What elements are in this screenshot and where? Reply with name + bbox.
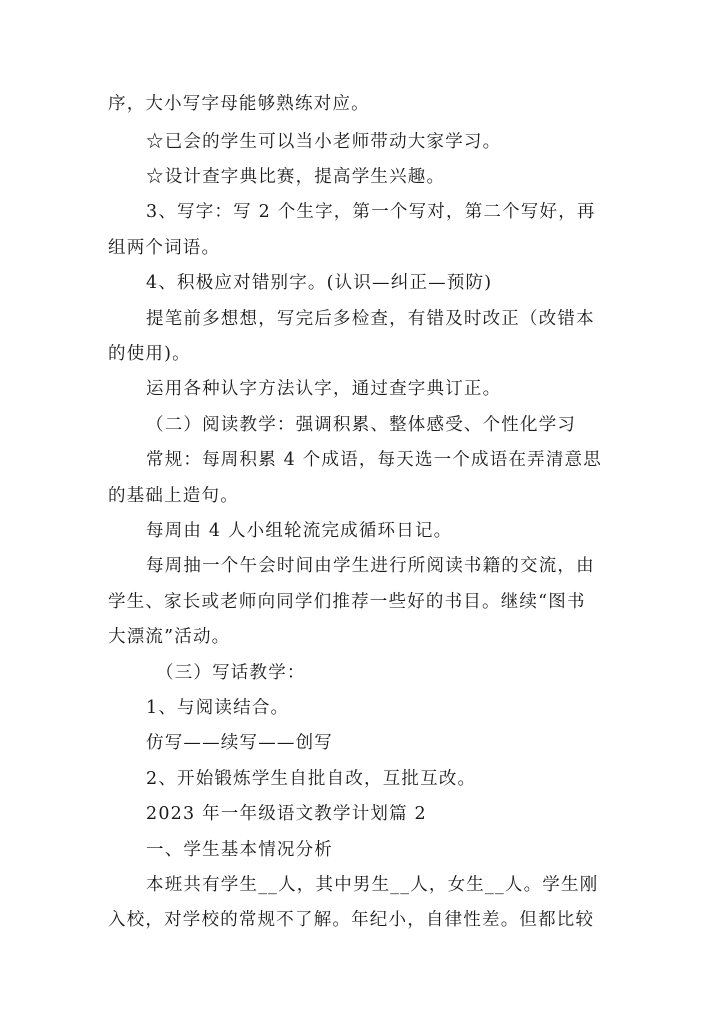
- text-line-15: 学生、家长或老师向同学们推荐一些好的书目。继续“图书: [108, 592, 586, 612]
- text-line-14: 每周抽一个午会时间由学生进行所阅读书籍的交流，由: [146, 556, 595, 576]
- text-line-9: 运用各种认字方法认字，通过查字典订正。: [146, 379, 502, 399]
- text-line-17: （三）写话教学：: [156, 663, 306, 683]
- text-line-18: 1、与阅读结合。: [146, 698, 290, 718]
- text-line-11: 常规：每周积累 4 个成语，每天选一个成语在弄清意思: [146, 450, 602, 470]
- text-line-23: 本班共有学生__人，其中男生__人，女生__人。学生刚: [146, 875, 599, 895]
- text-line-8: 的使用)。: [108, 344, 191, 364]
- text-line-6: 4、积极应对错别字。(认识—纠正—预防): [146, 273, 493, 293]
- text-line-20: 2、开始锻炼学生自批自改，互批互改。: [146, 769, 477, 789]
- text-line-1: 序，大小写字母能够熟练对应。: [108, 94, 370, 114]
- text-line-13: 每周由 4 人小组轮流完成循环日记。: [146, 521, 453, 541]
- text-line-24: 入校，对学校的常规不了解。年纪小，自律性差。但都比较: [108, 910, 595, 930]
- text-line-5: 组两个词语。: [108, 238, 221, 258]
- text-line-2: ☆已会的学生可以当小老师带动大家学习。: [146, 132, 502, 152]
- text-line-4: 3、写字：写 2 个生字，第一个写对，第二个写好，再: [146, 202, 596, 222]
- text-line-16: 大漂流”活动。: [108, 627, 231, 647]
- text-line-12: 的基础上造句。: [108, 486, 239, 506]
- text-line-7: 提笔前多想想，写完后多检查，有错及时改正（改错本: [146, 309, 595, 329]
- text-line-3: ☆设计查字典比赛，提高学生兴趣。: [146, 167, 446, 187]
- section-heading: 一、学生基本情况分析: [146, 840, 333, 860]
- section-title: 2023 年一年级语文教学计划篇 2: [146, 804, 427, 824]
- text-line-19: 仿写——续写——创写: [146, 733, 333, 753]
- text-line-10: （二）阅读教学：强调积累、整体感受、个性化学习: [146, 415, 577, 435]
